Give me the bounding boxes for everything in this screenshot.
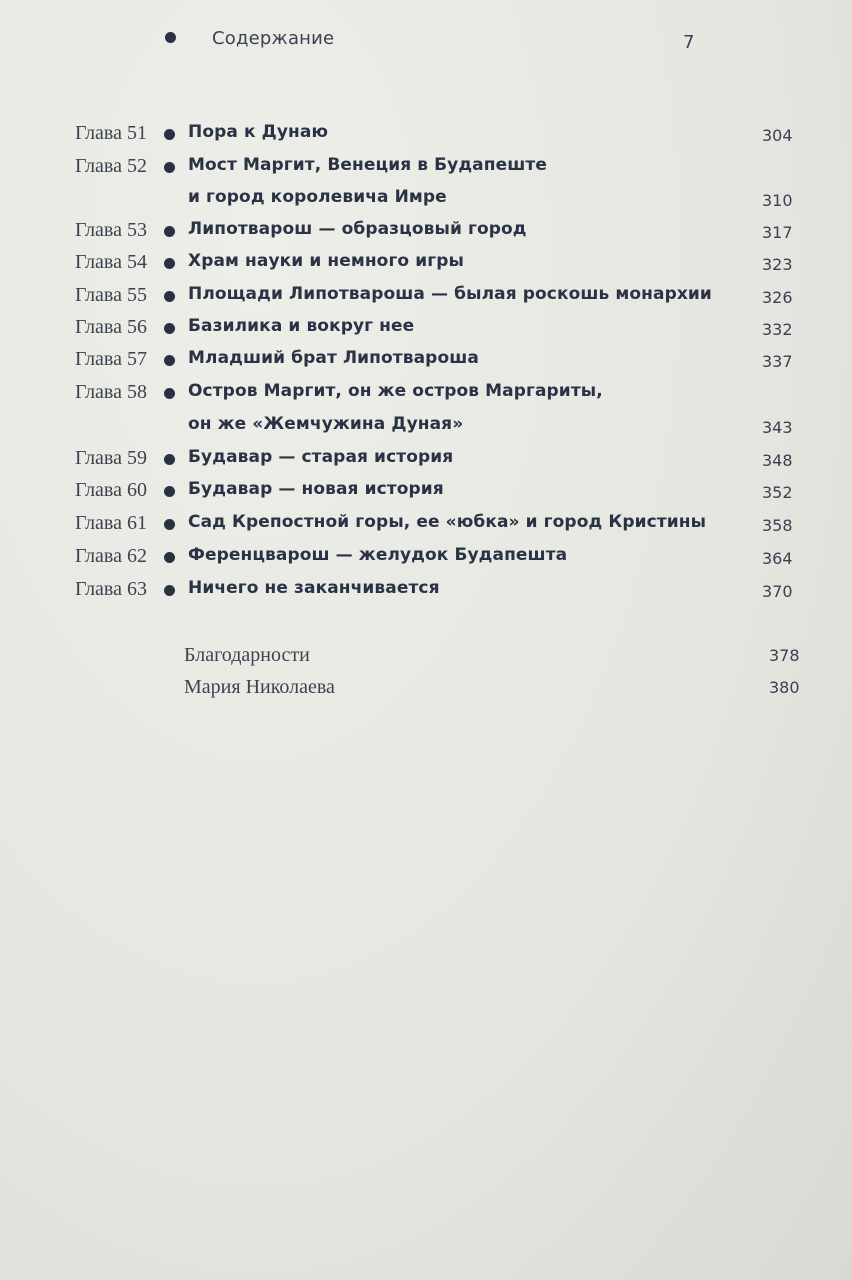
- chapter-title[interactable]: Будавар — новая история: [188, 479, 444, 499]
- bullet-icon: [164, 552, 175, 563]
- chapter-label: Глава 56: [75, 316, 147, 338]
- chapter-page: 317: [762, 223, 793, 242]
- chapter-page: 326: [762, 288, 793, 307]
- chapter-title[interactable]: Ничего не заканчивается: [188, 578, 440, 598]
- bullet-icon: [164, 291, 175, 302]
- chapter-page: 352: [762, 483, 793, 502]
- chapter-label: Глава 53: [75, 219, 147, 241]
- toc-entry-51[interactable]: [0, 122, 852, 154]
- page-header-title: Содержание: [212, 28, 335, 49]
- chapter-title[interactable]: Будавар — старая история: [188, 447, 454, 467]
- chapter-label: Глава 63: [75, 578, 147, 600]
- toc-entry-59[interactable]: [0, 447, 852, 479]
- chapter-title[interactable]: Сад Крепостной горы, ее «юбка» и город Кристины: [188, 512, 707, 532]
- toc-entry-56[interactable]: [0, 316, 852, 348]
- chapter-title[interactable]: Остров Маргит, он же остров Маргариты,: [188, 381, 603, 401]
- chapter-label: Глава 61: [75, 512, 147, 534]
- bullet-icon: [164, 585, 175, 596]
- chapter-label: Глава 60: [75, 479, 147, 501]
- bullet-icon: [164, 388, 175, 399]
- toc-entry-52-cont[interactable]: [0, 187, 852, 219]
- bullet-icon: [164, 486, 175, 497]
- toc-entry-55[interactable]: [0, 284, 852, 316]
- chapter-title[interactable]: Младший брат Липотвароша: [188, 348, 479, 368]
- toc-entry-52[interactable]: [0, 155, 852, 187]
- chapter-label: Глава 54: [75, 251, 147, 273]
- toc-entry-62[interactable]: [0, 545, 852, 577]
- bullet-icon: [164, 355, 175, 366]
- bullet-icon: [164, 162, 175, 173]
- chapter-page: 304: [762, 126, 793, 145]
- chapter-label: Глава 51: [75, 122, 147, 144]
- page-number: 7: [683, 32, 695, 53]
- chapter-page: 348: [762, 451, 793, 470]
- bullet-icon: [164, 129, 175, 140]
- extra-page: 380: [769, 678, 800, 697]
- toc-entry-58-cont[interactable]: [0, 414, 852, 446]
- chapter-title[interactable]: Базилика и вокруг нее: [188, 316, 415, 336]
- chapter-label: Глава 55: [75, 284, 147, 306]
- chapter-page: 343: [762, 418, 793, 437]
- extra-page: 378: [769, 646, 800, 665]
- chapter-title[interactable]: Липотварош — образцовый город: [188, 219, 527, 239]
- toc-entry-58[interactable]: [0, 381, 852, 413]
- chapter-title-continued[interactable]: он же «Жемчужина Дуная»: [188, 414, 464, 434]
- toc-entry-61[interactable]: [0, 512, 852, 544]
- chapter-page: 370: [762, 582, 793, 601]
- bullet-icon: [164, 258, 175, 269]
- chapter-title[interactable]: Мост Маргит, Венеция в Будапеште: [188, 155, 547, 175]
- toc-entry-acknowledgements[interactable]: [0, 644, 852, 676]
- toc-entry-54[interactable]: [0, 251, 852, 283]
- toc-entry-63[interactable]: [0, 578, 852, 610]
- chapter-label: Глава 57: [75, 348, 147, 370]
- bullet-icon: [164, 519, 175, 530]
- chapter-title[interactable]: Площади Липотвароша — былая роскошь монархии: [188, 284, 712, 304]
- bullet-icon: [164, 226, 175, 237]
- extra-title[interactable]: Мария Николаева: [184, 676, 335, 698]
- toc-entry-53[interactable]: [0, 219, 852, 251]
- chapter-label: Глава 58: [75, 381, 147, 403]
- chapter-page: 337: [762, 352, 793, 371]
- chapter-title[interactable]: Ференцварош — желудок Будапешта: [188, 545, 568, 565]
- bullet-icon: [164, 323, 175, 334]
- toc-entry-author[interactable]: [0, 676, 852, 708]
- chapter-page: 310: [762, 191, 793, 210]
- extra-title[interactable]: Благодарности: [184, 644, 310, 666]
- chapter-label: Глава 52: [75, 155, 147, 177]
- toc-entry-57[interactable]: [0, 348, 852, 380]
- chapter-label: Глава 59: [75, 447, 147, 469]
- chapter-page: 364: [762, 549, 793, 568]
- chapter-title-continued[interactable]: и город королевича Имре: [188, 187, 447, 207]
- chapter-page: 323: [762, 255, 793, 274]
- chapter-title[interactable]: Пора к Дунаю: [188, 122, 329, 142]
- chapter-title[interactable]: Храм науки и немного игры: [188, 251, 464, 271]
- chapter-page: 332: [762, 320, 793, 339]
- chapter-page: 358: [762, 516, 793, 535]
- header-bullet: [165, 32, 176, 43]
- chapter-label: Глава 62: [75, 545, 147, 567]
- bullet-icon: [164, 454, 175, 465]
- toc-entry-60[interactable]: [0, 479, 852, 511]
